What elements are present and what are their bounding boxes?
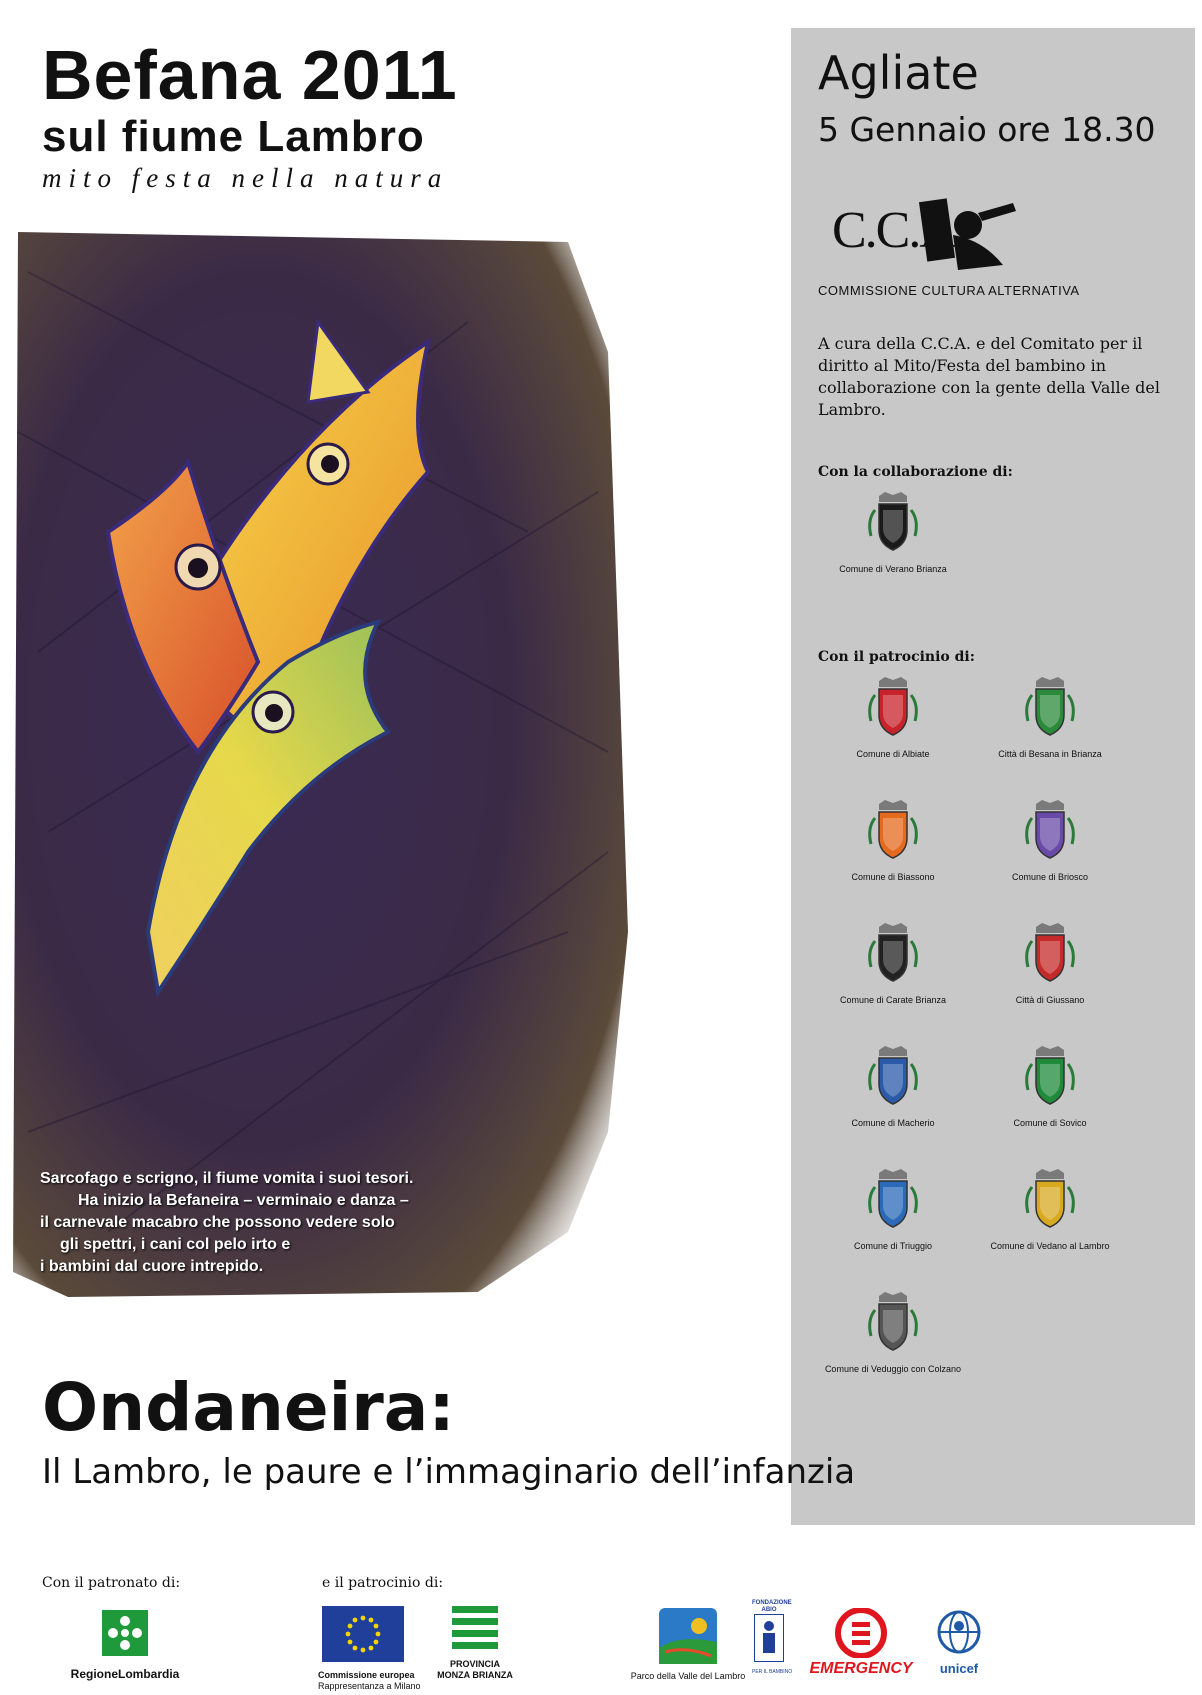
crest-icon (865, 1167, 921, 1235)
parco-valle-lambro-logo (628, 1608, 748, 1682)
crest-caption: Comune di Verano Brianza (839, 564, 947, 574)
eu-label-2: Rappresentanza a Milano (318, 1681, 421, 1691)
municipal-crest (818, 921, 968, 1005)
poster-tagline: mito festa nella natura (42, 163, 449, 193)
fish-illustration (8, 232, 648, 1312)
collaboration-heading: Con la collaborazione di: (818, 464, 1013, 480)
poem-line: gli spettri, i cani col pelo irto e (60, 1236, 291, 1253)
crest-caption: Comune di Veduggio con Colzano (824, 1364, 962, 1374)
abio-logo (752, 1600, 793, 1678)
crest-caption: Comune di Biassono (851, 872, 935, 882)
eu-commission-logo (318, 1606, 421, 1692)
crest-caption: Città di Giussano (1015, 995, 1085, 1005)
poem-text (40, 1168, 480, 1278)
unicef-globe-icon (932, 1608, 986, 1658)
crest-caption: Città di Besana in Brianza (998, 749, 1102, 759)
crest-caption: Comune di Macherio (851, 1118, 935, 1128)
municipal-crest (970, 675, 1130, 759)
crest-icon (1022, 1044, 1078, 1112)
municipal-crest (818, 1290, 968, 1374)
emergency-label: EMERGENCY (809, 1660, 913, 1677)
crest-icon (865, 490, 921, 558)
emergency-cross-icon (834, 1608, 888, 1658)
poem-line: Ha inizio la Befaneira – verminaio e danza – (78, 1192, 409, 1209)
crest-icon (865, 1044, 921, 1112)
municipal-crest (970, 798, 1130, 882)
provincia-stripes-icon (452, 1606, 498, 1650)
headline-title: Ondaneira: (42, 1369, 455, 1446)
event-datetime: 5 Gennaio ore 18.30 (818, 110, 1156, 149)
municipal-crest (818, 798, 968, 882)
parco-label: Parco della Valle del Lambro (630, 1671, 746, 1681)
municipal-crest (970, 921, 1130, 1005)
abio-top-label: FONDAZIONE ABIO (752, 1600, 792, 1613)
abio-bottom-label: PER IL BAMBINO (752, 1669, 793, 1675)
emergency-logo (806, 1608, 916, 1677)
lombardia-cross-icon (102, 1610, 148, 1656)
unicef-label: unicef (939, 1661, 979, 1676)
poem-line: Sarcofago e scrigno, il fiume vomita i suoi tesori. (40, 1170, 414, 1187)
patronato-label: Con il patronato di: (42, 1575, 181, 1591)
crest-icon (865, 798, 921, 866)
crest-icon (865, 675, 921, 743)
poem-line: i bambini dal cuore intrepido. (40, 1258, 264, 1275)
crest-icon (1022, 798, 1078, 866)
crest-caption: Comune di Triuggio (853, 1241, 933, 1251)
crest-caption: Comune di Carate Brianza (839, 995, 947, 1005)
municipal-crest (970, 1044, 1130, 1128)
lombardia-label: RegioneLombardia (70, 1667, 180, 1681)
crest-caption: Comune di Albiate (856, 749, 930, 759)
curated-by-text: A cura della C.C.A. e del Comitato per il diritto al Mito/Festa del bambino in collaborazione con la gente della Valle del Lambro. (818, 334, 1161, 419)
municipal-crest (818, 1167, 968, 1251)
municipal-crest (818, 1044, 968, 1128)
patronage-heading: Con il patrocinio di: (818, 649, 975, 665)
crest-icon (865, 921, 921, 989)
provincia-label-2: MONZA BRIANZA (437, 1670, 513, 1680)
crest-caption: Comune di Sovico (1013, 1118, 1087, 1128)
parco-landscape-icon (659, 1608, 717, 1664)
unicef-logo (924, 1608, 994, 1674)
eu-label-1: Commissione europea (318, 1670, 415, 1680)
footer-patrocinio-label: e il patrocinio di: (322, 1575, 444, 1591)
regione-lombardia-logo (50, 1610, 200, 1680)
poster-title: Befana 2011 (42, 36, 458, 114)
provincia-label-1: PROVINCIA (449, 1659, 500, 1669)
cca-logo-letters: C.C.A. (832, 202, 966, 259)
crest-icon (1022, 921, 1078, 989)
municipal-crest (818, 490, 968, 574)
eu-flag-icon (322, 1606, 404, 1662)
abio-figure-icon (754, 1614, 784, 1662)
event-location: Agliate (818, 46, 979, 100)
crest-icon (1022, 1167, 1078, 1235)
municipal-crest (970, 1167, 1130, 1251)
cca-full-name: COMMISSIONE CULTURA ALTERNATIVA (818, 283, 1080, 298)
crest-icon (865, 1290, 921, 1358)
municipal-crest (818, 675, 968, 759)
crest-caption: Comune di Briosco (1011, 872, 1089, 882)
provincia-mb-logo (430, 1606, 520, 1681)
poster-subtitle: sul fiume Lambro (42, 112, 425, 161)
poem-line: il carnevale macabro che possono vedere solo (40, 1214, 395, 1231)
crest-caption: Comune di Vedano al Lambro (990, 1241, 1110, 1251)
crest-icon (1022, 675, 1078, 743)
headline-subtitle: Il Lambro, le paure e l’immaginario dell’infanzia (42, 1452, 856, 1492)
